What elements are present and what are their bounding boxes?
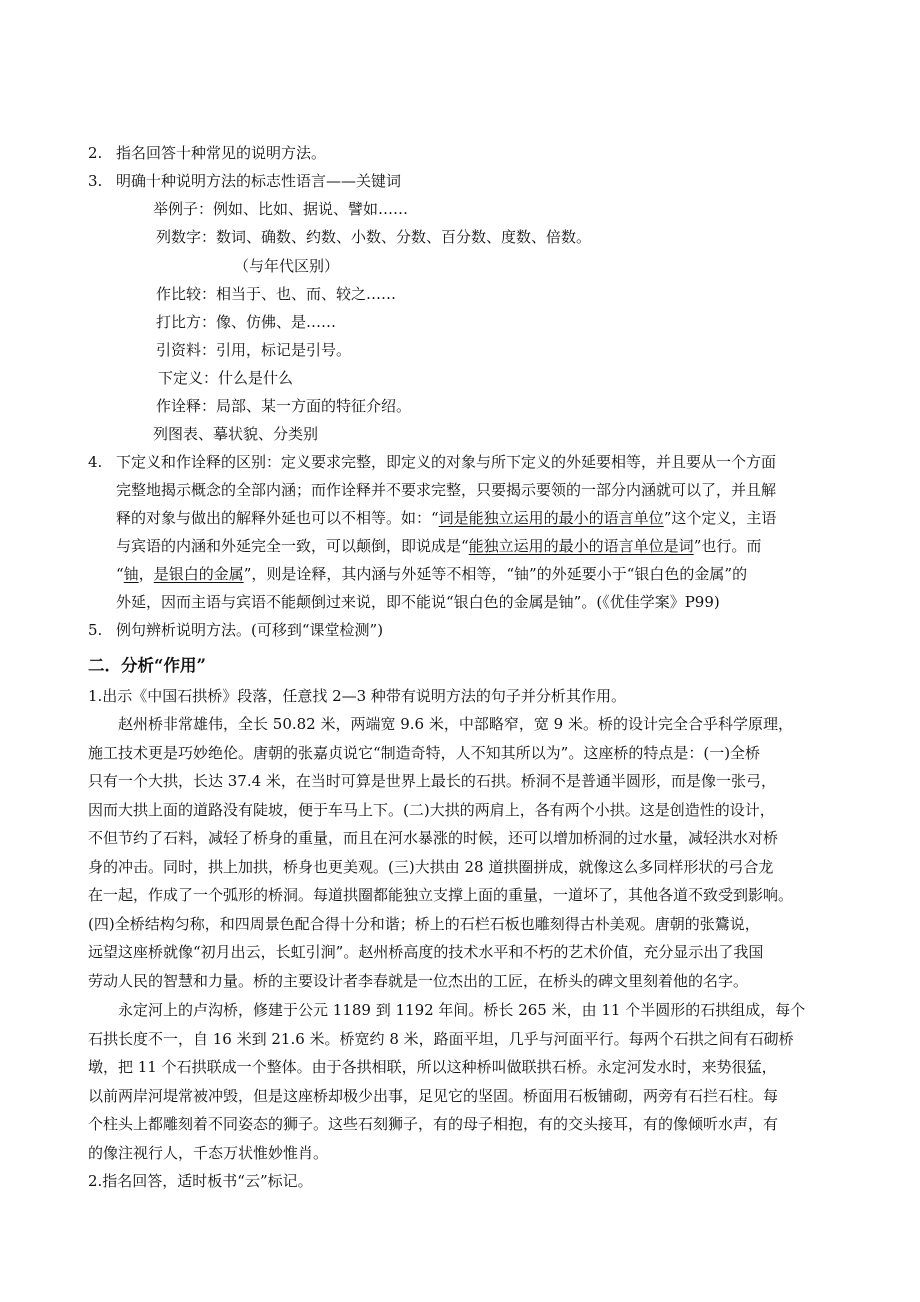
item4-line-5 bbox=[116, 564, 747, 584]
text-span: “ bbox=[116, 565, 124, 583]
section2-item-1: 1.出示《中国石拱桥》段落，任意找 2—3 种带有说明方法的句子并分析其作用。 bbox=[88, 687, 626, 705]
para1-line: 在一起，作成了一个弧形的桥洞。每道拱圈都能独立支撑上面的重量，一道坏了，其他各道不致受到影响。 bbox=[88, 886, 794, 904]
item4-line-2: 完整地揭示概念的全部内涵；而作诠释并不要求完整，只要揭示要领的一部分内涵就可以了，并且解 bbox=[116, 481, 777, 499]
keyword-quote: 引资料：引用，标记是引号。 bbox=[156, 341, 352, 359]
list-item-3 bbox=[88, 171, 402, 191]
list-item-5 bbox=[88, 620, 384, 640]
keyword-metaphor: 打比方：像、仿佛、是…… bbox=[156, 313, 337, 331]
para2-line: 石拱长度不一，自 16 米到 21.6 米。桥宽约 8 米，路面平坦，几乎与河面平行。每两个石拱之间有石砌桥 bbox=[88, 1030, 794, 1048]
text-span: ， bbox=[138, 565, 154, 583]
item4-line-6: 外延，因而主语与宾语不能颠倒过来说，即不能说“银白色的金属是铀”。(《优佳学案》P99) bbox=[116, 593, 720, 611]
para1-line: 只有一个大拱，长达 37.4 米，在当时可算是世界上最长的石拱。桥洞不是普通半圆形，而是像一张弓， bbox=[88, 772, 776, 790]
section-heading: 二．分析“作用” bbox=[88, 656, 206, 675]
text-span: ”也行。而 bbox=[693, 537, 762, 555]
keyword-explanation: 作诠释：局部、某一方面的特征介绍。 bbox=[156, 397, 412, 415]
text-span: ”，则是诠释，其内涵与外延等不相等，“铀”的外延要小于“银白色的金属”的 bbox=[243, 565, 748, 583]
text-span: 与宾语的内涵和外延完全一致，可以颠倒，即说成是“ bbox=[116, 537, 469, 555]
para2-line: 以前两岸河堤常被冲毁，但是这座桥却极少出事，足见它的坚固。桥面用石板铺砌，两旁有石拦石柱。每 bbox=[88, 1087, 779, 1105]
list-number: 2. bbox=[88, 144, 103, 162]
list-text: 指名回答十种常见的说明方法。 bbox=[116, 144, 327, 162]
underlined-definition-reversed: 能独立运用的最小的语言单位是词 bbox=[468, 537, 694, 555]
keyword-others: 列图表、摹状貌、分类别 bbox=[153, 425, 319, 443]
underlined-definition: 词是能独立运用的最小的语言单位 bbox=[438, 509, 664, 527]
list-number: 5. bbox=[88, 621, 103, 639]
para1-line: 不但节约了石料，减轻了桥身的重量，而且在河水暴涨的时候，还可以增加桥洞的过水量，减轻洪水对桥 bbox=[88, 829, 779, 847]
para2-line: 永定河上的卢沟桥，修建于公元 1189 到 1192 年间。桥长 265 米，由 11 个半圆形的石拱组成，每个 bbox=[118, 1001, 806, 1019]
section2-item-2: 2.指名回答，适时板书“云”标记。 bbox=[88, 1172, 313, 1190]
para1-line: (四)全桥结构匀称，和四周景色配合得十分和谐；桥上的石栏石板也雕刻得古朴美观。唐朝的张鷟说， bbox=[88, 915, 760, 933]
keyword-compare: 作比较：相当于、也、而、较之…… bbox=[156, 285, 397, 303]
text-span: ”这个定义，主语 bbox=[663, 509, 777, 527]
para1-line: 远望这座桥就像“初月出云，长虹引涧”。赵州桥高度的技术水平和不朽的艺术价值，充分显示出了我国 bbox=[88, 943, 764, 961]
para1-line: 因而大拱上面的道路没有陡坡，便于车马上下。(二)大拱的两肩上，各有两个小拱。这是创造性的设计， bbox=[88, 801, 775, 819]
item4-line-3 bbox=[116, 508, 776, 528]
item4-line-1: 下定义和作诠释的区别：定义要求完整，即定义的对象与所下定义的外延要相等，并且要从一个方面 bbox=[116, 453, 777, 471]
keyword-definition: 下定义：什么是什么 bbox=[158, 369, 294, 387]
item4-line-4 bbox=[116, 536, 761, 556]
para1-line: 身的冲击。同时，拱上加拱，桥身也更美观。(三)大拱由 28 道拱圈拼成，就像这么多同样形状的弓合龙 bbox=[88, 858, 774, 876]
underlined-term: 铀 bbox=[123, 565, 139, 583]
list-number: 4. bbox=[88, 453, 103, 471]
list-text: 例句辨析说明方法。(可移到“课堂检测”) bbox=[116, 621, 384, 639]
keyword-numbers: 列数字：数词、确数、约数、小数、分数、百分数、度数、倍数。 bbox=[156, 228, 592, 246]
list-number: 3. bbox=[88, 172, 103, 190]
keyword-numbers-note: （与年代区别） bbox=[234, 257, 340, 275]
para2-line: 的像注视行人，千态万状惟妙惟肖。 bbox=[88, 1144, 329, 1162]
para1-line: 施工技术更是巧妙绝伦。唐朝的张嘉贞说它“制造奇特，人不知其所以为”。这座桥的特点是：(一)全桥 bbox=[88, 744, 761, 762]
para1-line: 赵州桥非常雄伟，全长 50.82 米，两端宽 9.6 米，中部略窄，宽 9 米。桥的设计完全合乎科学原理， bbox=[118, 715, 793, 733]
keyword-example: 举例子：例如、比如、据说、譬如…… bbox=[153, 200, 409, 218]
text-span: 释的对象与做出的解释外延也可以不相等。如：“ bbox=[116, 509, 439, 527]
underlined-explanation: 是银白的金属 bbox=[153, 565, 244, 583]
list-item-2 bbox=[88, 143, 327, 163]
para1-line: 劳动人民的智慧和力量。桥的主要设计者李春就是一位杰出的工匠，在桥头的碑文里刻着他的名字。 bbox=[88, 972, 749, 990]
para2-line: 墩，把 11 个石拱联成一个整体。由于各拱相联，所以这种桥叫做联拱石桥。永定河发水时，来势很猛， bbox=[88, 1058, 777, 1076]
list-text: 明确十种说明方法的标志性语言——关键词 bbox=[116, 172, 402, 190]
para2-line: 个柱头上都雕刻着不同姿态的狮子。这些石刻狮子，有的母子相抱，有的交头接耳，有的像倾听水声，有 bbox=[88, 1115, 779, 1133]
